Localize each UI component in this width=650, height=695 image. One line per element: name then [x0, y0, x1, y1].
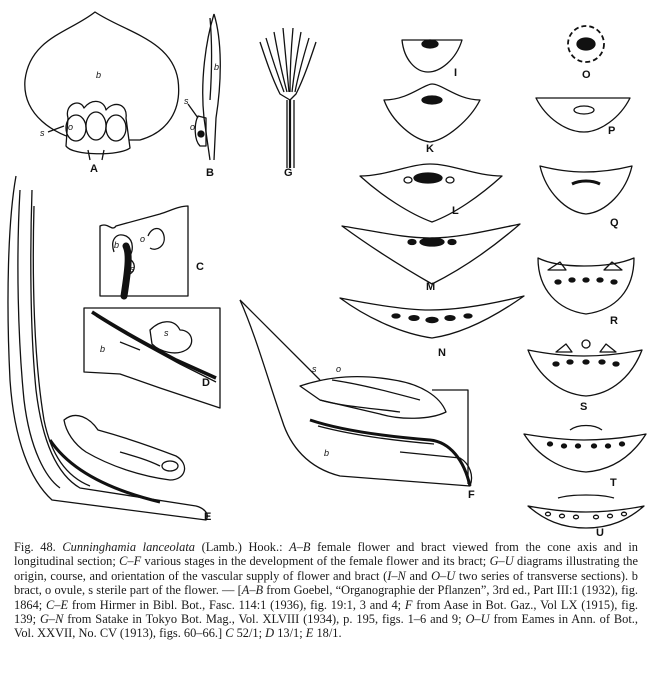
part-s-f: s	[312, 364, 317, 374]
panel-d-drawing	[84, 308, 220, 408]
part-s-c: s	[130, 264, 135, 274]
caption-text: diagrams illustrating the origin, course, and orientation of the vascular supply of flower and bract (	[14, 554, 639, 583]
label-g: G	[284, 167, 293, 179]
panel-o-drawing	[568, 26, 604, 62]
panel-b-drawing	[188, 14, 220, 160]
part-o-c: o	[140, 234, 146, 244]
part-o-b: o	[190, 122, 196, 132]
caption-ref: G–N	[39, 612, 64, 627]
panel-e-drawing	[8, 176, 207, 520]
part-o-f: o	[336, 364, 342, 374]
caption-text: various stages in the development of the female flower and its bract;	[141, 554, 490, 569]
caption-text: from Satake in Tokyo Bot. Mag., Vol. XLVIII (1934), p. 195, figs. 1–6 and 9;	[63, 612, 466, 627]
caption-ref: A–B	[289, 540, 311, 554]
label-b: B	[206, 167, 214, 179]
label-u: U	[596, 527, 604, 539]
panel-n-drawing	[340, 296, 524, 338]
part-s-b: s	[184, 96, 189, 106]
part-o-a: o	[68, 122, 74, 132]
part-b-f: b	[324, 448, 330, 458]
part-s-d: s	[164, 328, 169, 338]
part-b-b: b	[214, 62, 220, 72]
panel-l-drawing	[360, 164, 502, 222]
caption-ref: C	[225, 626, 234, 641]
panel-g-drawing	[260, 28, 316, 168]
panel-f-drawing	[240, 300, 472, 486]
caption-ref: D	[265, 626, 275, 641]
caption-text: 13/1;	[274, 626, 306, 641]
panel-m-drawing	[342, 224, 520, 284]
caption-ref: F	[404, 597, 413, 612]
label-m: M	[426, 281, 436, 293]
panel-i-drawing	[402, 40, 462, 72]
label-k: K	[426, 143, 434, 155]
label-p: P	[608, 125, 616, 137]
panel-r-drawing	[538, 258, 634, 314]
caption-text: female flower and bract viewed from the cone axis and in longitudinal section;	[14, 540, 638, 569]
part-b-d: b	[100, 344, 106, 354]
panel-a-drawing	[25, 12, 179, 160]
panel-q-drawing	[540, 166, 632, 214]
label-o: O	[582, 69, 591, 81]
label-a: A	[90, 163, 98, 175]
panel-u-drawing	[528, 495, 644, 528]
label-r: R	[610, 315, 618, 327]
label-f: F	[468, 489, 475, 501]
caption-text: two series of transverse sections). b bract, o ovule, s sterile part of the flower. — [	[14, 568, 638, 598]
caption-ref: G–U	[489, 554, 514, 569]
label-s: S	[580, 401, 588, 413]
label-c: C	[196, 261, 204, 273]
label-l: L	[452, 205, 459, 217]
label-i: I	[454, 67, 458, 79]
panel-s-drawing	[528, 340, 642, 396]
part-b-c: b	[114, 240, 120, 250]
panel-c-drawing	[100, 206, 188, 296]
caption-ref: O–U	[465, 612, 490, 627]
caption-text: from Eames in Ann. of Bot., Vol. XXVII, No. CV (1913), figs. 60–66.]	[14, 612, 638, 641]
caption-text: 18/1.	[313, 626, 342, 641]
label-q: Q	[610, 217, 619, 229]
caption-ref: C–F	[119, 554, 142, 569]
label-e: E	[204, 511, 212, 523]
label-t: T	[610, 477, 617, 489]
caption-ref: E	[305, 626, 314, 641]
part-s-a: s	[40, 128, 45, 138]
caption-ref: A–B	[241, 583, 264, 598]
caption-text: from Aase in Bot. Gaz., Vol LX (1915), fig. 139;	[14, 597, 639, 627]
caption-ref: O–U	[431, 568, 456, 583]
label-n: N	[438, 347, 446, 359]
label-d: D	[202, 377, 210, 389]
caption-text: from Goebel, “Organographie der Pflanzen”, 3rd ed., Part III:1 (1932), fig. 1864;	[14, 583, 638, 612]
caption-species: Cunninghamia lanceolata	[62, 540, 195, 554]
caption-text: 52/1;	[233, 626, 266, 641]
panel-t-drawing	[524, 426, 646, 473]
part-b-a: b	[96, 70, 102, 80]
caption-ref: I–N	[387, 568, 406, 583]
panel-k-drawing	[384, 84, 480, 142]
caption-authority: (Lamb.) Hook.:	[201, 540, 283, 554]
caption-ref: C–E	[46, 597, 69, 612]
caption-text: from Hirmer in Bibl. Bot., Fasc. 114:1 (1936), fig. 19:1, 3 and 4;	[68, 597, 405, 612]
figure-caption	[14, 540, 638, 641]
caption-text: and	[405, 568, 432, 583]
panel-p-drawing	[536, 98, 630, 132]
caption-lead: Fig. 48.	[14, 540, 56, 554]
